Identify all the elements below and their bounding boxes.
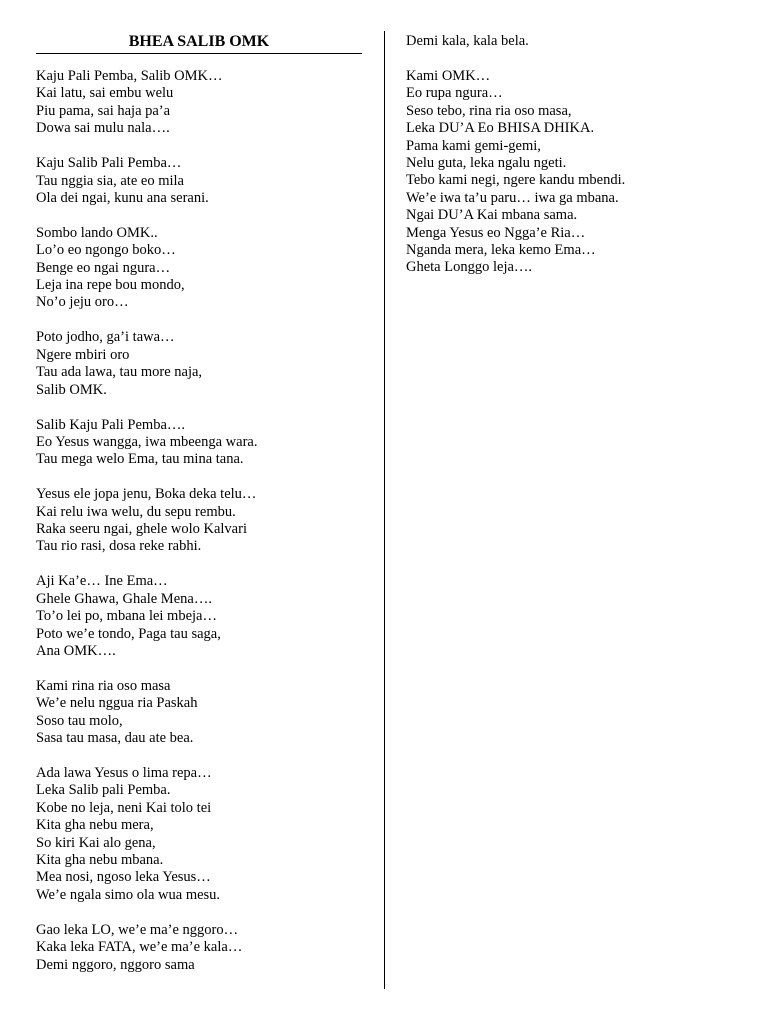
poem-line: Lo’o eo ngongo boko… bbox=[36, 242, 176, 259]
poem-line: Eo rupa ngura… bbox=[406, 85, 503, 102]
stanza bbox=[36, 417, 362, 469]
stanza bbox=[36, 329, 362, 399]
column-divider bbox=[384, 31, 385, 989]
stanza bbox=[36, 225, 362, 312]
poem-line: Nelu guta, leka ngalu ngeti. bbox=[406, 154, 567, 171]
poem-line: Tau nggia sia, ate eo mila bbox=[36, 172, 184, 189]
poem-line: So kiri Kai alo gena, bbox=[36, 834, 156, 851]
poem-line: Kai relu iwa welu, du sepu rembu. bbox=[36, 503, 236, 520]
stanza bbox=[36, 573, 362, 660]
poem-line: Poto jodho, ga’i tawa… bbox=[36, 329, 175, 346]
stanza bbox=[36, 765, 362, 904]
poem-line: Demi nggoro, nggoro sama bbox=[36, 956, 195, 973]
poem-line: We’e iwa ta’u paru… iwa ga mbana. bbox=[406, 189, 619, 206]
poem-line: Pama kami gemi-gemi, bbox=[406, 137, 541, 154]
poem-line: Seso tebo, rina ria oso masa, bbox=[406, 102, 572, 119]
left-column bbox=[36, 33, 362, 991]
left-stanza-list bbox=[36, 68, 362, 974]
poem-line: Tebo kami negi, ngere kandu mbendi. bbox=[406, 172, 626, 189]
poem-line: Kami rina ria oso masa bbox=[36, 677, 171, 694]
poem-line: Salib OMK. bbox=[36, 381, 107, 398]
poem-line: Ngere mbiri oro bbox=[36, 346, 130, 363]
stanza bbox=[36, 68, 362, 138]
poem-line: Nganda mera, leka kemo Ema… bbox=[406, 241, 596, 258]
poem-line: Yesus ele jopa jenu, Boka deka telu… bbox=[36, 486, 257, 503]
poem-line: Dowa sai mulu nala…. bbox=[36, 120, 170, 137]
poem-line: Sasa tau masa, dau ate bea. bbox=[36, 730, 194, 747]
poem-line: Tau rio rasi, dosa reke rabhi. bbox=[36, 538, 202, 555]
poem-line: No’o jeju oro… bbox=[36, 294, 129, 311]
poem-line: Eo Yesus wangga, iwa mbeenga wara. bbox=[36, 433, 258, 450]
poem-line: Kaju Pali Pemba, Salib OMK… bbox=[36, 68, 223, 84]
poem-line: Leka DU’A Eo BHISA DHIKA. bbox=[406, 120, 595, 137]
poem-line: Kita gha nebu mera, bbox=[36, 817, 154, 834]
poem-line: Tau mega welo Ema, tau mina tana. bbox=[36, 451, 244, 468]
poem-line: Soso tau molo, bbox=[36, 712, 123, 729]
poem-line: Mea nosi, ngoso leka Yesus… bbox=[36, 869, 211, 886]
poem-line: Gheta Longgo leja…. bbox=[406, 259, 533, 276]
poem-line: Kai latu, sai embu welu bbox=[36, 85, 174, 102]
title-underline bbox=[36, 53, 362, 54]
poem-line: Sombo lando OMK.. bbox=[36, 224, 158, 241]
right-stanza-list bbox=[406, 33, 746, 277]
poem-line: Kita gha nebu mbana. bbox=[36, 852, 164, 869]
poem-line: Piu pama, sai haja pa’a bbox=[36, 102, 171, 119]
poem-line: Kaka leka FATA, we’e ma’e kala… bbox=[36, 939, 243, 956]
poem-line: Demi kala, kala bela. bbox=[406, 33, 529, 49]
poem-line: Raka seeru ngai, ghele wolo Kalvari bbox=[36, 521, 247, 538]
right-column bbox=[406, 33, 746, 294]
stanza bbox=[36, 678, 362, 748]
stanza bbox=[36, 155, 362, 207]
poem-line: Ghele Ghawa, Ghale Mena…. bbox=[36, 590, 212, 607]
poem-line: Ola dei ngai, kunu ana serani. bbox=[36, 189, 209, 206]
stanza bbox=[406, 33, 746, 50]
poem-line: To’o lei po, mbana lei mbeja… bbox=[36, 608, 217, 625]
poem-line: Poto we’e tondo, Paga tau saga, bbox=[36, 625, 221, 642]
poem-line: Aji Ka’e… Ine Ema… bbox=[36, 573, 168, 590]
poem-line: Leja ina repe bou mondo, bbox=[36, 277, 185, 294]
poem-line: We’e nelu nggua ria Paskah bbox=[36, 695, 198, 712]
poem-line: Menga Yesus eo Ngga’e Ria… bbox=[406, 224, 586, 241]
poem-line: Kobe no leja, neni Kai tolo tei bbox=[36, 799, 212, 816]
poem-line: Ada lawa Yesus o lima repa… bbox=[36, 765, 212, 781]
poem-title: BHEA SALIB OMK bbox=[128, 33, 270, 50]
poem-line: Kaju Salib Pali Pemba… bbox=[36, 155, 182, 172]
poem-line: Leka Salib pali Pemba. bbox=[36, 782, 171, 799]
poem-line: We’e ngala simo ola wua mesu. bbox=[36, 886, 221, 903]
stanza bbox=[36, 486, 362, 556]
stanza bbox=[406, 68, 746, 277]
poem-line: Kami OMK… bbox=[406, 67, 491, 84]
poem-line: Ana OMK…. bbox=[36, 642, 116, 659]
poem-line: Gao leka LO, we’e ma’e nggoro… bbox=[36, 921, 239, 938]
poem-line: Salib Kaju Pali Pemba…. bbox=[36, 416, 186, 433]
poem-line: Ngai DU’A Kai mbana sama. bbox=[406, 207, 578, 224]
poem-line: Benge eo ngai ngura… bbox=[36, 259, 171, 276]
poem-line: Tau ada lawa, tau more naja, bbox=[36, 364, 203, 381]
stanza bbox=[36, 922, 362, 974]
